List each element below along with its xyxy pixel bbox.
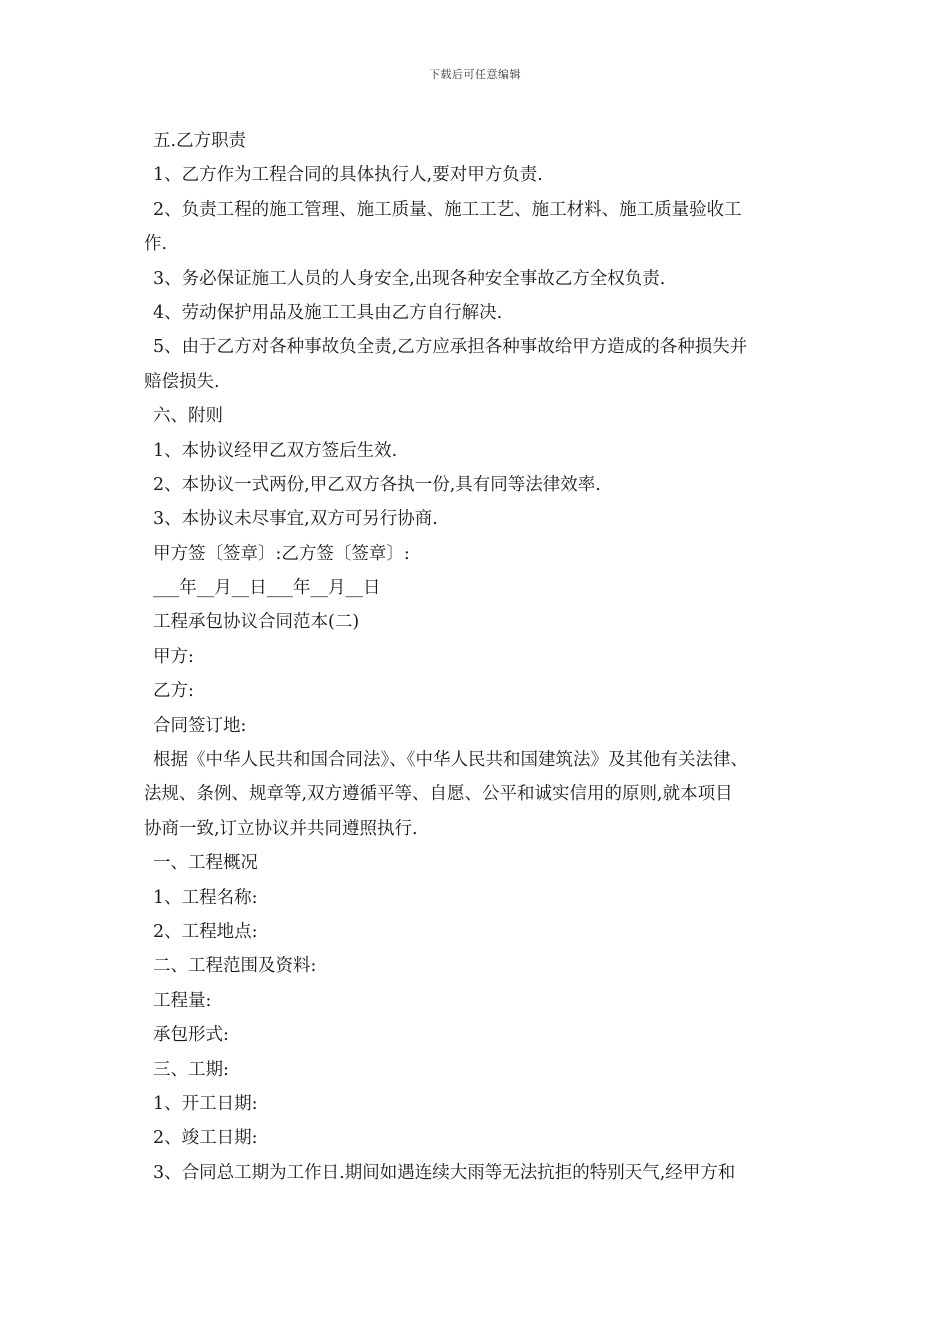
paragraph-line: 3、务必保证施工人员的人身安全,出现各种安全事故乙方全权负责. [153,268,666,289]
party-b-field: 乙方: [153,681,194,702]
completion-date-field: 2、竣工日期: [153,1128,258,1149]
paragraph-line: 1、本协议经甲乙双方签后生效. [153,440,398,461]
section-heading: 一、工程概况 [153,853,258,874]
paragraph-line: 协商一致,订立协议并共同遵照执行. [144,818,418,839]
section-heading: 三、工期: [153,1059,229,1080]
paragraph-line: 2、本协议一式两份,甲乙双方各执一份,具有同等法律效率. [153,474,601,495]
paragraph-line: 根据《中华人民共和国合同法》、《中华人民共和国建筑法》及其他有关法律、 [153,750,748,771]
paragraph-line: 1、乙方作为工程合同的具体执行人,要对甲方负责. [153,165,543,186]
paragraph-line: 作. [144,234,168,255]
paragraph-line: 2、负责工程的施工管理、施工质量、施工工艺、施工材料、施工质量验收工 [153,199,742,220]
paragraph-line: 3、合同总工期为工作日.期间如遇连续大雨等无法抗拒的特别天气,经甲方和 [153,1162,736,1183]
document-body [144,124,824,1190]
paragraph-line: 法规、条例、规章等,双方遵循平等、自愿、公平和诚实信用的原则,就本项目 [144,784,733,805]
section-heading: 五.乙方职责 [153,131,247,151]
party-a-field: 甲方: [153,646,194,667]
paragraph-line: 5、由于乙方对各种事故负全责,乙方应承担各种事故给甲方造成的各种损失并 [153,337,748,358]
signing-place-field: 合同签订地: [153,715,247,736]
date-line: ___年__月__日___年__月__日 [153,578,381,599]
paragraph-line: 4、劳动保护用品及施工工具由乙方自行解决. [153,302,503,323]
section-heading: 六、附则 [153,406,223,427]
project-location-field: 2、工程地点: [153,921,258,942]
signature-line: 甲方签〔签章〕:乙方签〔签章〕: [153,543,410,564]
quantity-field: 工程量: [153,990,212,1011]
page-header: 下载后可任意编辑 [429,68,521,81]
contract-form-field: 承包形式: [153,1025,229,1046]
document-title: 工程承包协议合同范本(二) [153,612,360,633]
start-date-field: 1、开工日期: [153,1093,258,1114]
paragraph-line: 3、本协议未尽事宜,双方可另行协商. [153,509,438,530]
paragraph-line: 赔偿损失. [144,371,220,392]
project-name-field: 1、工程名称: [153,887,258,908]
section-heading: 二、工程范围及资料: [153,956,317,977]
